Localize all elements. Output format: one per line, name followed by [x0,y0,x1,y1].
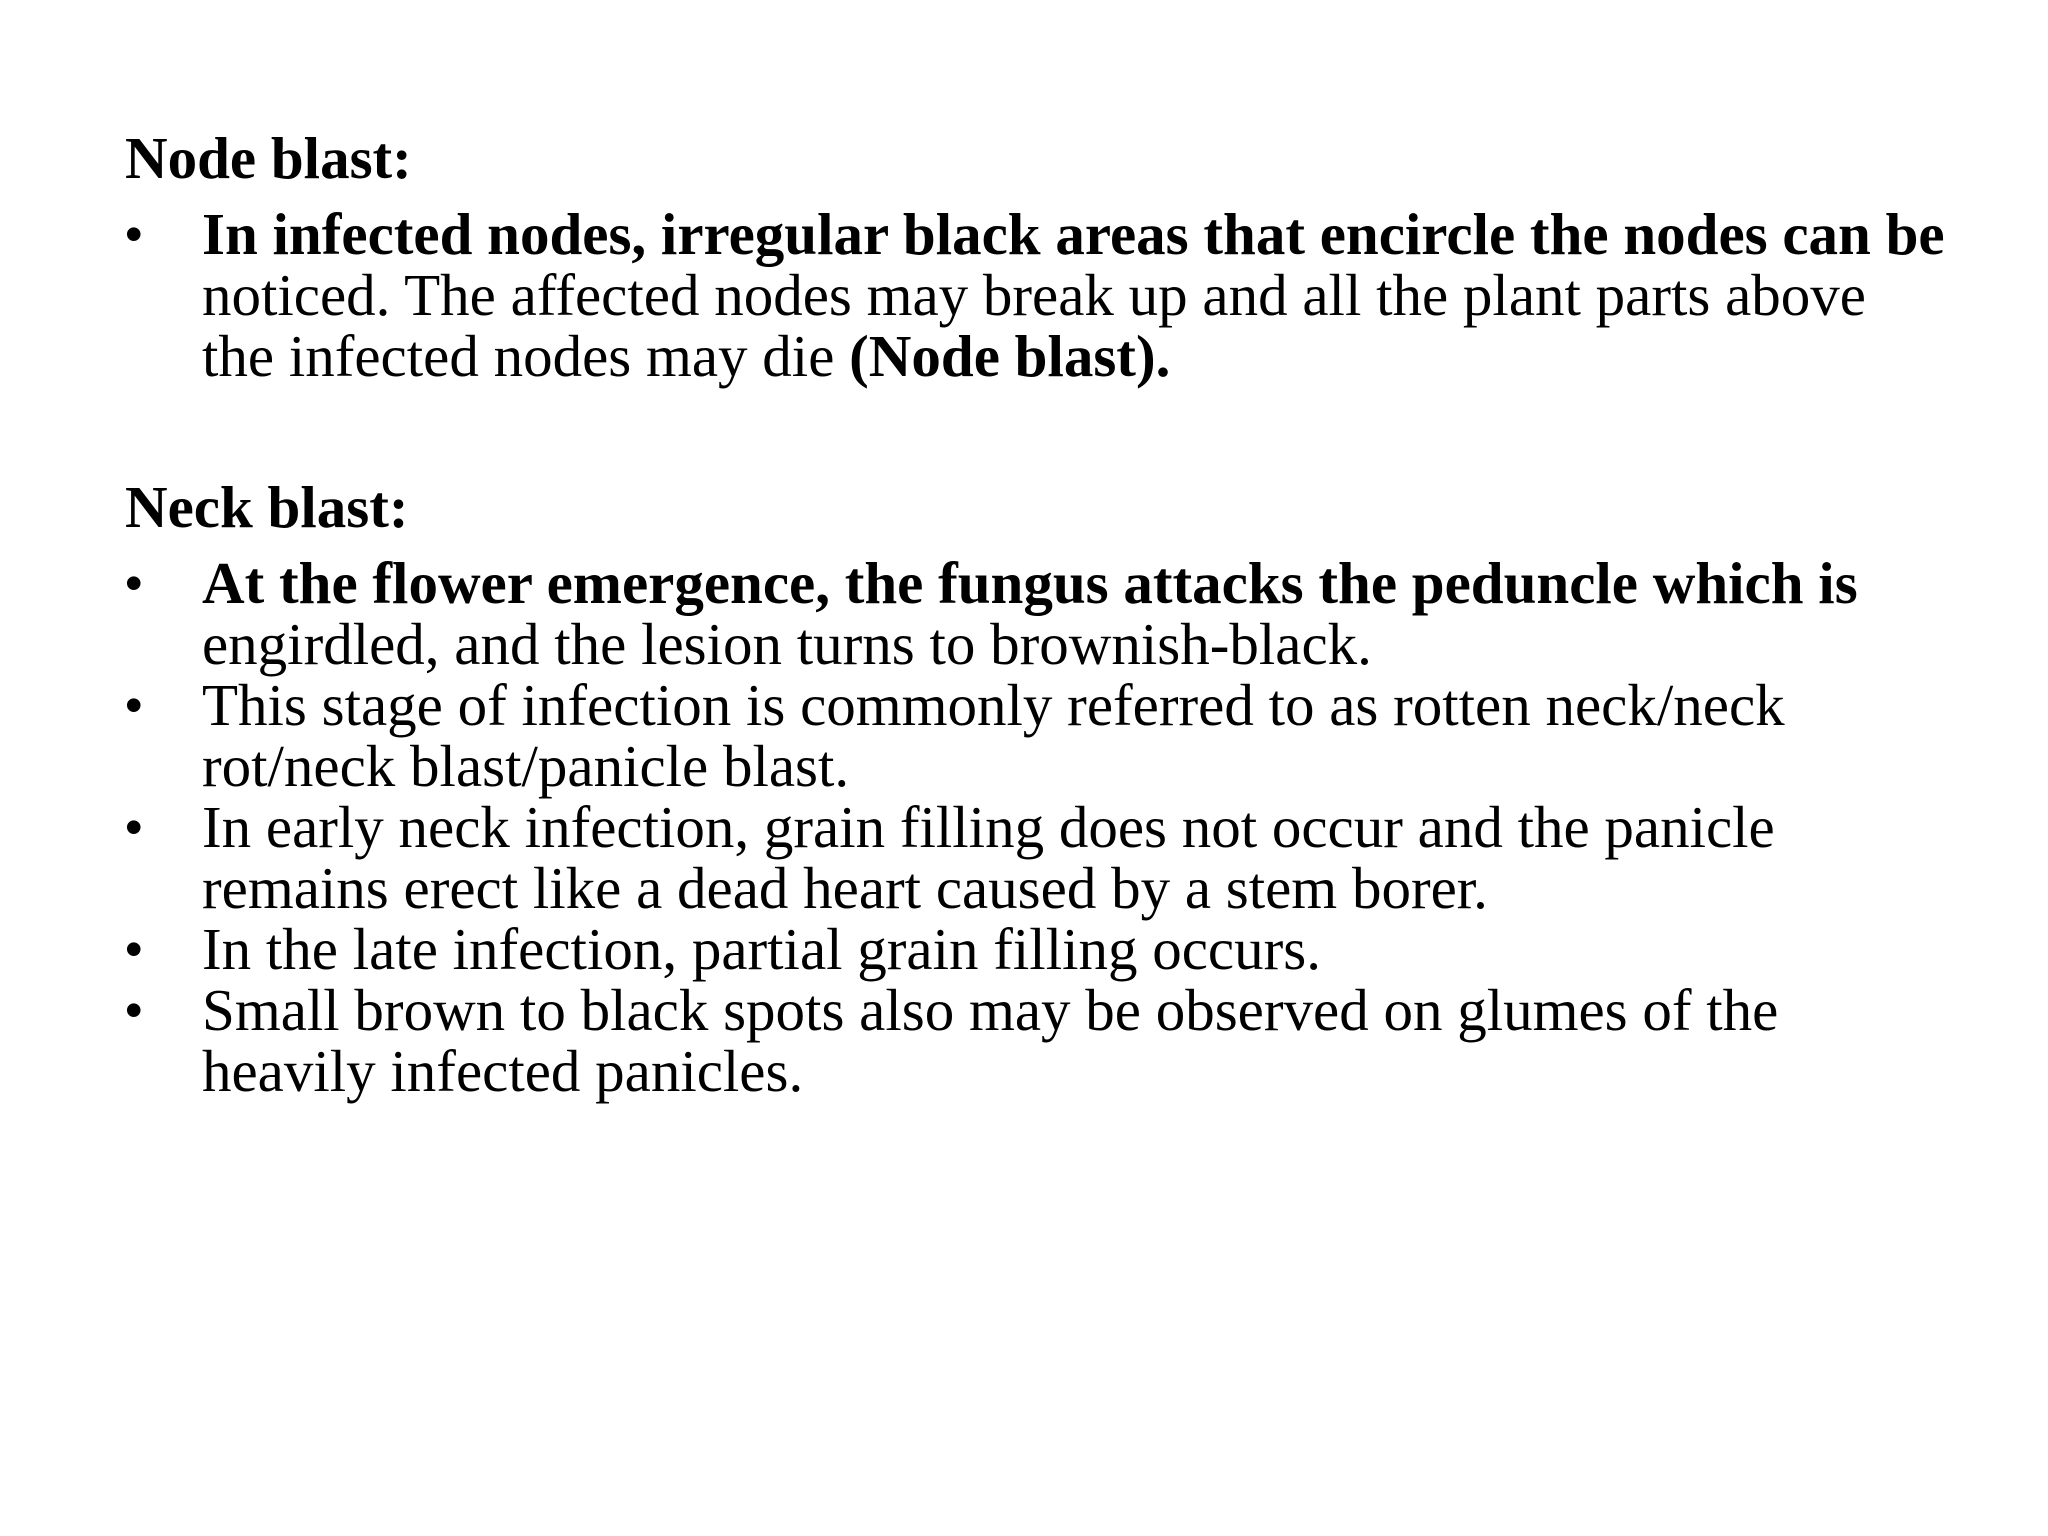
bullet-text: In early neck infection, grain filling does not occur and the panicle remains erect like a dead heart caused by a stem borer. [202,794,1775,921]
neck-blast-list [125,550,1945,1104]
bullet-bold-lead: In infected nodes, irregular black areas that encircle the nodes can be [202,201,1945,267]
list-item [125,916,1945,982]
bullet-icon: • [125,555,143,611]
bullet-text: Small brown to black spots also may be observed on glumes of the heavily infected panicles. [202,977,1779,1104]
node-blast-heading: Node blast: [125,125,412,191]
bullet-icon: • [125,799,143,855]
bullet-bold-tail: (Node blast). [849,323,1171,389]
bullet-bold-lead: At the flower emergence, the fungus attacks the peduncle which is [202,550,1858,616]
bullet-text: noticed. The affected nodes may break up and all the plant parts above the infected nodes may die [202,262,1866,389]
list-item [125,672,1945,799]
list-item [125,794,1945,921]
bullet-text: engirdled, and the lesion turns to brownish-black. [202,611,1372,677]
bullet-icon: • [125,921,143,977]
bullet-icon: • [125,677,143,733]
bullet-icon: • [125,982,143,1038]
neck-blast-heading: Neck blast: [125,474,409,540]
bullet-text: In the late infection, partial grain filling occurs. [202,916,1321,982]
bullet-text: This stage of infection is commonly referred to as rotten neck/neck rot/neck blast/panicle blast. [202,672,1785,799]
node-blast-list [125,201,1945,389]
list-item [125,550,1945,677]
bullet-icon: • [125,206,143,262]
list-item [125,201,1945,389]
list-item [125,977,1945,1104]
